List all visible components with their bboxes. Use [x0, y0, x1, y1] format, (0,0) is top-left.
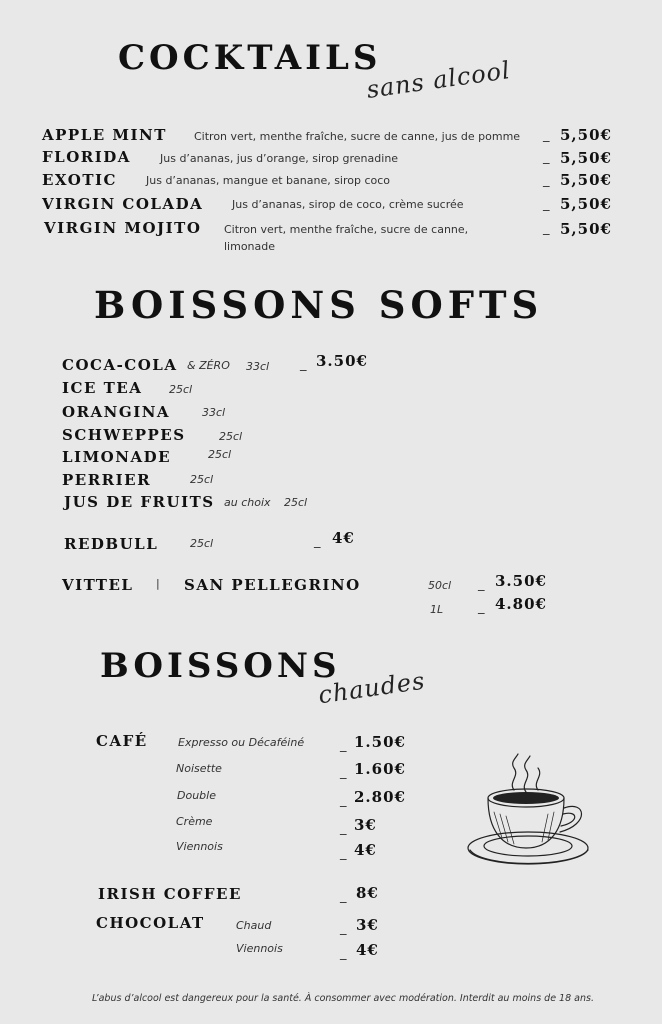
- soft-name: SCHWEPPES: [62, 426, 186, 444]
- price-dash: _: [300, 357, 307, 372]
- price-dash: _: [543, 221, 550, 236]
- cafe-name: CAFÉ: [96, 732, 148, 750]
- cafe-price: 3€: [354, 816, 377, 834]
- cocktail-name: FLORIDA: [42, 148, 131, 166]
- cocktails-title: COCKTAILS: [118, 38, 382, 78]
- price-dash: _: [543, 173, 550, 188]
- price-dash: _: [543, 197, 550, 212]
- cocktail-name: VIRGIN MOJITO: [44, 219, 202, 237]
- soft-volume: 25cl: [169, 383, 193, 396]
- legal-disclaimer: L’abus d’alcool est dangereux pour la santé. À consommer avec modération. Interdit au moins de 18 ans.: [92, 993, 594, 1004]
- price-dash: _: [478, 577, 485, 592]
- water-volume: 50cl: [428, 579, 452, 592]
- cocktail-price: 5,50€: [560, 171, 612, 189]
- redbull-price: 4€: [332, 529, 355, 547]
- chocolat-price: 3€: [356, 916, 379, 934]
- irish-coffee-name: IRISH COFFEE: [98, 885, 242, 903]
- chocolat-price: 4€: [356, 941, 379, 959]
- price-dash: _: [340, 793, 347, 808]
- cocktail-name: EXOTIC: [42, 171, 117, 189]
- soft-volume: 25cl: [190, 473, 214, 486]
- soft-volume: 33cl: [202, 406, 226, 419]
- price-dash: _: [340, 765, 347, 780]
- cocktail-desc: Jus d’ananas, jus d’orange, sirop grenadine: [160, 152, 399, 165]
- cafe-variant: Expresso ou Décaféiné: [178, 736, 305, 749]
- soft-name: ICE TEA: [62, 379, 143, 397]
- chocolat-name: CHOCOLAT: [96, 914, 205, 932]
- water-name-pellegrino: SAN PELLEGRINO: [184, 576, 361, 594]
- cocktail-price: 5,50€: [560, 220, 612, 238]
- price-dash: _: [543, 150, 550, 165]
- soft-name: JUS DE FRUITS: [64, 493, 215, 511]
- chocolat-variant: Chaud: [236, 919, 272, 932]
- softs-group-price: 3.50€: [316, 352, 368, 370]
- soft-name: PERRIER: [62, 471, 152, 489]
- softs-title: BOISSONS SOFTS: [94, 283, 544, 327]
- cocktail-price: 5,50€: [560, 126, 612, 144]
- cocktail-desc: Citron vert, menthe fraîche, sucre de canne,: [224, 223, 469, 236]
- cocktail-desc-line2: limonade: [224, 240, 276, 253]
- price-dash: _: [340, 889, 347, 904]
- soft-volume: 25cl: [219, 430, 243, 443]
- soft-name: LIMONADE: [62, 448, 172, 466]
- price-dash: _: [340, 846, 347, 861]
- price-dash: _: [478, 600, 485, 615]
- cafe-variant: Crème: [176, 815, 213, 828]
- cafe-price: 1.60€: [354, 760, 406, 778]
- price-dash: _: [543, 128, 550, 143]
- cocktail-desc: Citron vert, menthe fraîche, sucre de canne, jus de pomme: [194, 130, 521, 143]
- cocktail-price: 5,50€: [560, 195, 612, 213]
- chocolat-variant: Viennois: [236, 942, 283, 955]
- hot-subtitle: chaudes: [316, 666, 427, 710]
- redbull-name: REDBULL: [64, 535, 159, 553]
- soft-volume: 25cl: [208, 448, 232, 461]
- cafe-variant: Double: [177, 789, 216, 802]
- hot-title: BOISSONS: [100, 646, 341, 686]
- cafe-price: 4€: [354, 841, 377, 859]
- water-separator: |: [156, 577, 160, 590]
- irish-coffee-price: 8€: [356, 884, 379, 902]
- cafe-price: 2.80€: [354, 788, 406, 806]
- redbull-volume: 25cl: [190, 537, 214, 550]
- price-dash: _: [340, 738, 347, 753]
- price-dash: _: [314, 534, 321, 549]
- water-volume: 1L: [430, 603, 444, 616]
- soft-name: COCA-COLA: [62, 356, 178, 374]
- cafe-variant: Viennois: [176, 840, 223, 853]
- water-price: 4.80€: [495, 595, 547, 613]
- cocktails-subtitle: sans alcool: [364, 56, 513, 104]
- soft-extra: & ZÉRO: [187, 359, 230, 372]
- cafe-price: 1.50€: [354, 733, 406, 751]
- price-dash: _: [340, 921, 347, 936]
- cocktail-desc: Jus d’ananas, mangue et banane, sirop coco: [146, 174, 391, 187]
- price-dash: _: [340, 946, 347, 961]
- cocktail-name: APPLE MINT: [42, 126, 167, 144]
- water-name-vittel: VITTEL: [62, 576, 134, 594]
- soft-name: ORANGINA: [62, 403, 171, 421]
- cocktail-price: 5,50€: [560, 149, 612, 167]
- price-dash: _: [340, 821, 347, 836]
- soft-extra: au choix: [224, 496, 271, 509]
- cocktail-desc: Jus d’ananas, sirop de coco, crème sucrée: [232, 198, 464, 211]
- coffee-cup-icon: [462, 752, 600, 874]
- cafe-variant: Noisette: [176, 762, 222, 775]
- cocktail-name: VIRGIN COLADA: [42, 195, 204, 213]
- soft-volume: 33cl: [246, 360, 270, 373]
- water-price: 3.50€: [495, 572, 547, 590]
- soft-volume: 25cl: [284, 496, 308, 509]
